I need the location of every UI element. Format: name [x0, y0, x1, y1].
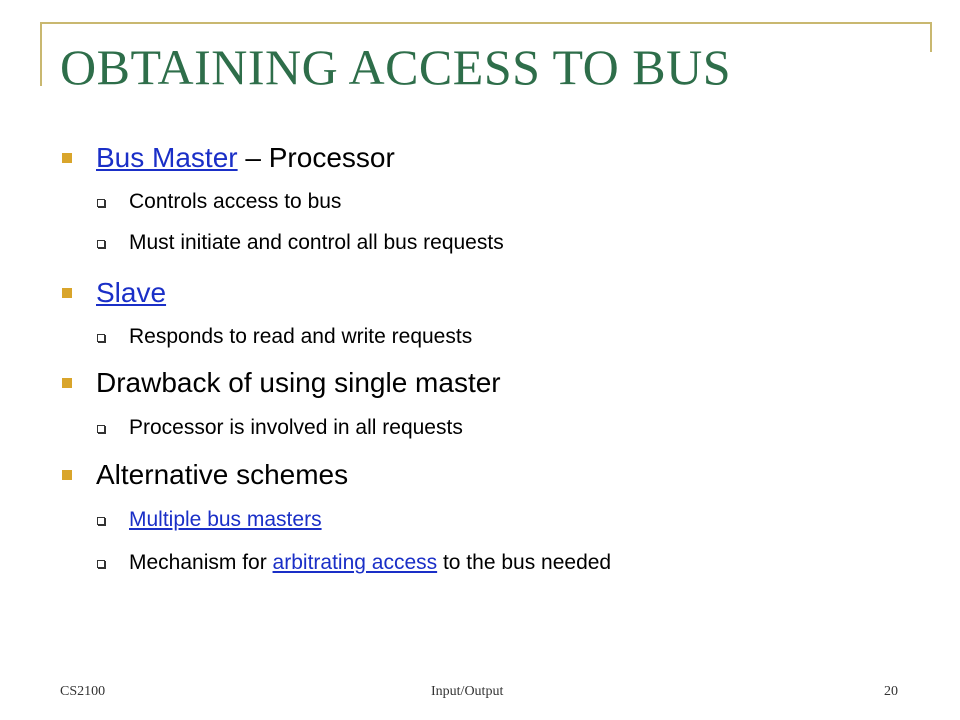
sub-bullet-must-initiate: Must initiate and control all bus requests [129, 231, 504, 254]
bullet-slave [96, 276, 166, 310]
bus-master-link[interactable]: Bus Master [96, 142, 238, 173]
arbitrating-access-link[interactable]: arbitrating access [272, 551, 438, 574]
square-bullet-icon [62, 153, 72, 163]
sub-bullet-controls-access: Controls access to bus [129, 190, 342, 213]
hollow-square-bullet-icon [97, 334, 105, 342]
slave-link[interactable]: Slave [96, 277, 167, 308]
bullet-text: – Processor [237, 142, 395, 173]
frame-top-line [40, 22, 932, 24]
sub-bullet-multiple-masters [129, 506, 322, 534]
bullet-bus-master [96, 141, 395, 175]
bullet-alternative-schemes: Alternative schemes [96, 459, 349, 490]
frame-left-line [40, 22, 42, 86]
hollow-square-bullet-icon [97, 425, 105, 433]
footer-course: CS2100 [60, 684, 106, 699]
hollow-square-bullet-icon [97, 240, 105, 248]
square-bullet-icon [62, 288, 72, 298]
multiple-bus-masters-link[interactable]: Multiple bus masters [129, 508, 322, 531]
bullet-drawback: Drawback of using single master [96, 367, 501, 398]
footer-page-number: 20 [884, 684, 898, 699]
hollow-square-bullet-icon [97, 199, 105, 207]
slide-title: OBTAINING ACCESS TO BUS [60, 39, 732, 95]
frame-right-line [930, 22, 932, 52]
sub-bullet-processor-involved: Processor is involved in all requests [129, 416, 463, 439]
hollow-square-bullet-icon [97, 560, 105, 568]
square-bullet-icon [62, 470, 72, 480]
sub-bullet-responds: Responds to read and write requests [129, 325, 473, 348]
mechanism-text-end: to the bus needed [437, 551, 612, 574]
hollow-square-bullet-icon [97, 517, 105, 525]
square-bullet-icon [62, 378, 72, 388]
footer-topic: Input/Output [431, 684, 504, 699]
mechanism-text-start: Mechanism for [129, 551, 273, 574]
sub-bullet-mechanism [129, 549, 611, 577]
